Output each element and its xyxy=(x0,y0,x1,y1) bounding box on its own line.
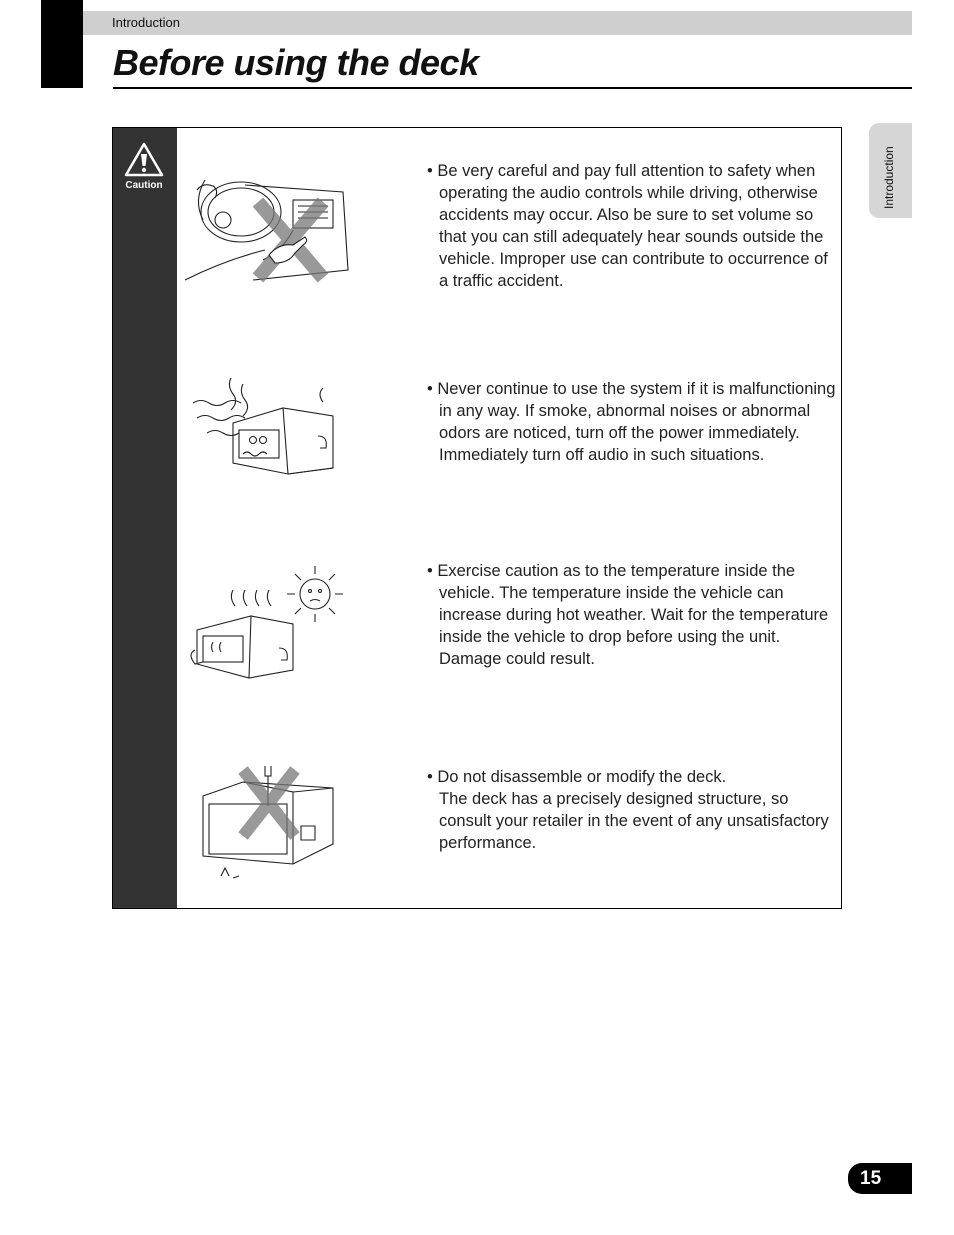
caution-note: The deck has a precisely designed structure, so consult your retailer in the event of any unsatisfactory performance. xyxy=(439,790,829,852)
page-title: Before using the deck xyxy=(113,42,479,83)
side-tab-label: Introduction xyxy=(882,146,896,209)
caution-box xyxy=(112,127,842,909)
driver-at-wheel-crossed-illustration xyxy=(183,160,353,290)
section-header-label: Introduction xyxy=(112,15,180,30)
warning-triangle-icon xyxy=(124,142,164,178)
chapter-marker xyxy=(41,0,83,88)
caution-label: Caution xyxy=(125,180,163,191)
hot-sun-deck-illustration xyxy=(183,560,353,690)
caution-note: Damage could result. xyxy=(439,650,595,668)
title-underline xyxy=(113,87,912,89)
caution-badge xyxy=(122,142,166,191)
side-tab-introduction xyxy=(869,123,912,218)
caution-item-disassembly xyxy=(177,766,841,906)
smoking-malfunctioning-deck-illustration xyxy=(183,378,353,508)
caution-text-driving: • Be very careful and pay full attention to safety when operating the audio controls while driving, otherwise accidents may occur. Also be sure to set volume so that you can still adequately hear sounds outside the vehicle. Improper use can contribute to occurrence of a traffic accident. xyxy=(427,162,828,290)
page-number: 15 xyxy=(860,1168,882,1189)
caution-note: Immediately turn off audio in such situations. xyxy=(439,446,765,464)
caution-text-disassembly: • Do not disassemble or modify the deck. The deck has a precisely designed structure, so consult your retailer in the event of any unsatisfactory performance. xyxy=(427,766,837,854)
caution-item-driving xyxy=(177,160,841,300)
page-number-badge xyxy=(848,1163,912,1194)
caution-text-malfunction: • Never continue to use the system if it is malfunctioning in any way. If smoke, abnormal noises or abnormal odors are noticed, turn off the power immediately. Immediately turn off audio in such situations. xyxy=(427,380,836,464)
section-header xyxy=(83,11,912,35)
caution-text-temperature: • Exercise caution as to the temperature inside the vehicle. The temperature inside the vehicle can increase during hot weather. Wait for the temperature inside the vehicle to drop before using the unit. Damage could result. xyxy=(427,560,837,670)
caution-item-temperature xyxy=(177,560,841,700)
caution-item-malfunction xyxy=(177,378,841,508)
caution-bullet: Exercise caution as to the temperature inside the vehicle. The temperature inside the vehicle can increase during hot weather. Wait for the temperature inside the vehicle to drop before using the unit. xyxy=(437,562,829,646)
screwdriver-disassembly-crossed-illustration xyxy=(183,766,353,896)
caution-bullet: Never continue to use the system if it is malfunctioning in any way. If smoke, abnormal noises or abnormal odors are noticed, turn off the power immediately. xyxy=(437,380,836,442)
caution-bullet: Do not disassemble or modify the deck. xyxy=(437,768,727,786)
caution-column xyxy=(113,128,177,908)
caution-bullet: Be very careful and pay full attention to safety when operating the audio controls while driving, otherwise accidents may occur. Also be sure to set volume so that you can still adequately hear sounds outside the vehicle. Improper use can contribute to occurrence of a traffic accident. xyxy=(437,162,828,290)
